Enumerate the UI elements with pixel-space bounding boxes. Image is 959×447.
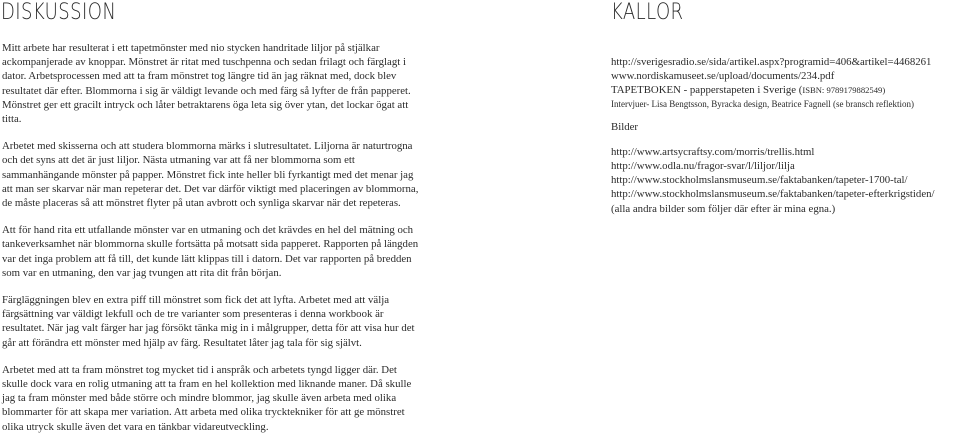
source-link-sverigesradio[interactable]: http://sverigesradio.se/sida/artikel.aspx?programid=406&artikel=4468261 [611, 56, 932, 68]
source-book [611, 83, 959, 97]
diskussion-paragraph-1: Mitt arbete har resulterat i ett tapetmönster med nio stycken handritade liljor på stjälkar ackompanjerade av knoppar. Mönstret är ritat med tuschpenna och sedan frilagt och färglagt i dator. Arbetsprocessen med att ta fram mönstret tog längre tid än jag räknat med, dock blev resultatet där efter. Blommorna i sig är väldigt levande och med färg så lyfter de från papperet. Mönstret ger ett gracilt intryck och låter betraktarens öga leta sig över ytan, det lockar ögat att titta. [2, 42, 411, 126]
image-link-stockholm-efterkrig[interactable]: http://www.stockholmslansmuseum.se/faktabanken/tapeter-efterkrigstiden/ [611, 188, 935, 201]
kallor-body [611, 55, 959, 216]
diskussion-heading: DISKUSSION [1, 0, 117, 25]
image-link-stockholm-1700[interactable]: http://www.stockholmslansmuseum.se/faktabanken/tapeter-1700-tal/ [611, 174, 908, 187]
source-link-nordiskamuseet[interactable]: www.nordiskamuseet.se/upload/documents/234.pdf [611, 70, 835, 83]
diskussion-paragraph-5: Arbetet med att ta fram mönstret tog mycket tid i anspråk och arbetets tyngd ligger där. Det skulle dock vara en rolig utmaning att ta fram en hel kollektion med liknande maner. Då skulle jag ta fram mönster med både större och mindre blommor, jag skulle även arbeta med olika blommarter för att skapa mer variation. Att arbeta med olika trycktekniker för att ge mönstret olika utryck skulle även det vara en tänkbar vidareutveckling. [2, 363, 412, 433]
diskussion-paragraph-4: Färgläggningen blev en extra piff till mönstret som fick det att lyfta. Arbetet med att välja färgsättning var väldigt lekfull och de tre varianter som presenteras i denna workbook är resultatet. När jag valt färger har jag försökt tänka mig in i målgrupper, detta för att visa hur det går att förändra ett mönster med hjälp av färg. Resultatet låter jag tala för sig självt. [2, 294, 415, 349]
image-link-artsycraftsy[interactable]: http://www.artsycraftsy.com/morris/trellis.html [611, 145, 815, 158]
images-label: Bilder [611, 120, 638, 133]
image-link-odla[interactable]: http://www.odla.nu/fragor-svar/l/liljor/lilja [611, 160, 795, 173]
diskussion-paragraph-3: Att för hand rita ett utfallande mönster var en utmaning och det krävdes en hel del mätning och tankeverksamhet när blommorna skulle fortsätta på motsatt sida papperet. Rapporten på längden var det inga problem att få till, det kunde lätt klippas till i datorn. Det var rapporten på bredden som var en utmaning, den var jag tvungen att rita dit från början. [2, 224, 419, 279]
diskussion-paragraph-2: Arbetet med skisserna och att studera blommorna märks i slutresultatet. Liljorna är naturtrogna och det syns att det är just liljor. Nästa utmaning var att få ner blommorna som ett sammanhängande mönster på papper. Mönstret fick inte heller bli fyrkantigt med det menar jag att man ser skarvar när man repeterar det. Det var därför viktigt med placeringen av blommorna, de måste placeras så att mönstret flyter på utan avbrott och synliga skarvar när det repeteras. [2, 140, 419, 210]
book-isbn: ISBN: 9789179882549) [802, 85, 886, 96]
book-title: TAPETBOKEN - papperstapeten i Sverige ( [611, 84, 803, 97]
kallor-heading: KÄLLOR [611, 0, 684, 25]
source-interviews: Intervjuer- Lisa Bengtsson, Byracka design, Beatrice Fagnell (se bransch reflektion) [611, 98, 914, 109]
diskussion-body [2, 41, 420, 447]
images-note: (alla andra bilder som följer där efter är mina egna.) [611, 202, 836, 215]
